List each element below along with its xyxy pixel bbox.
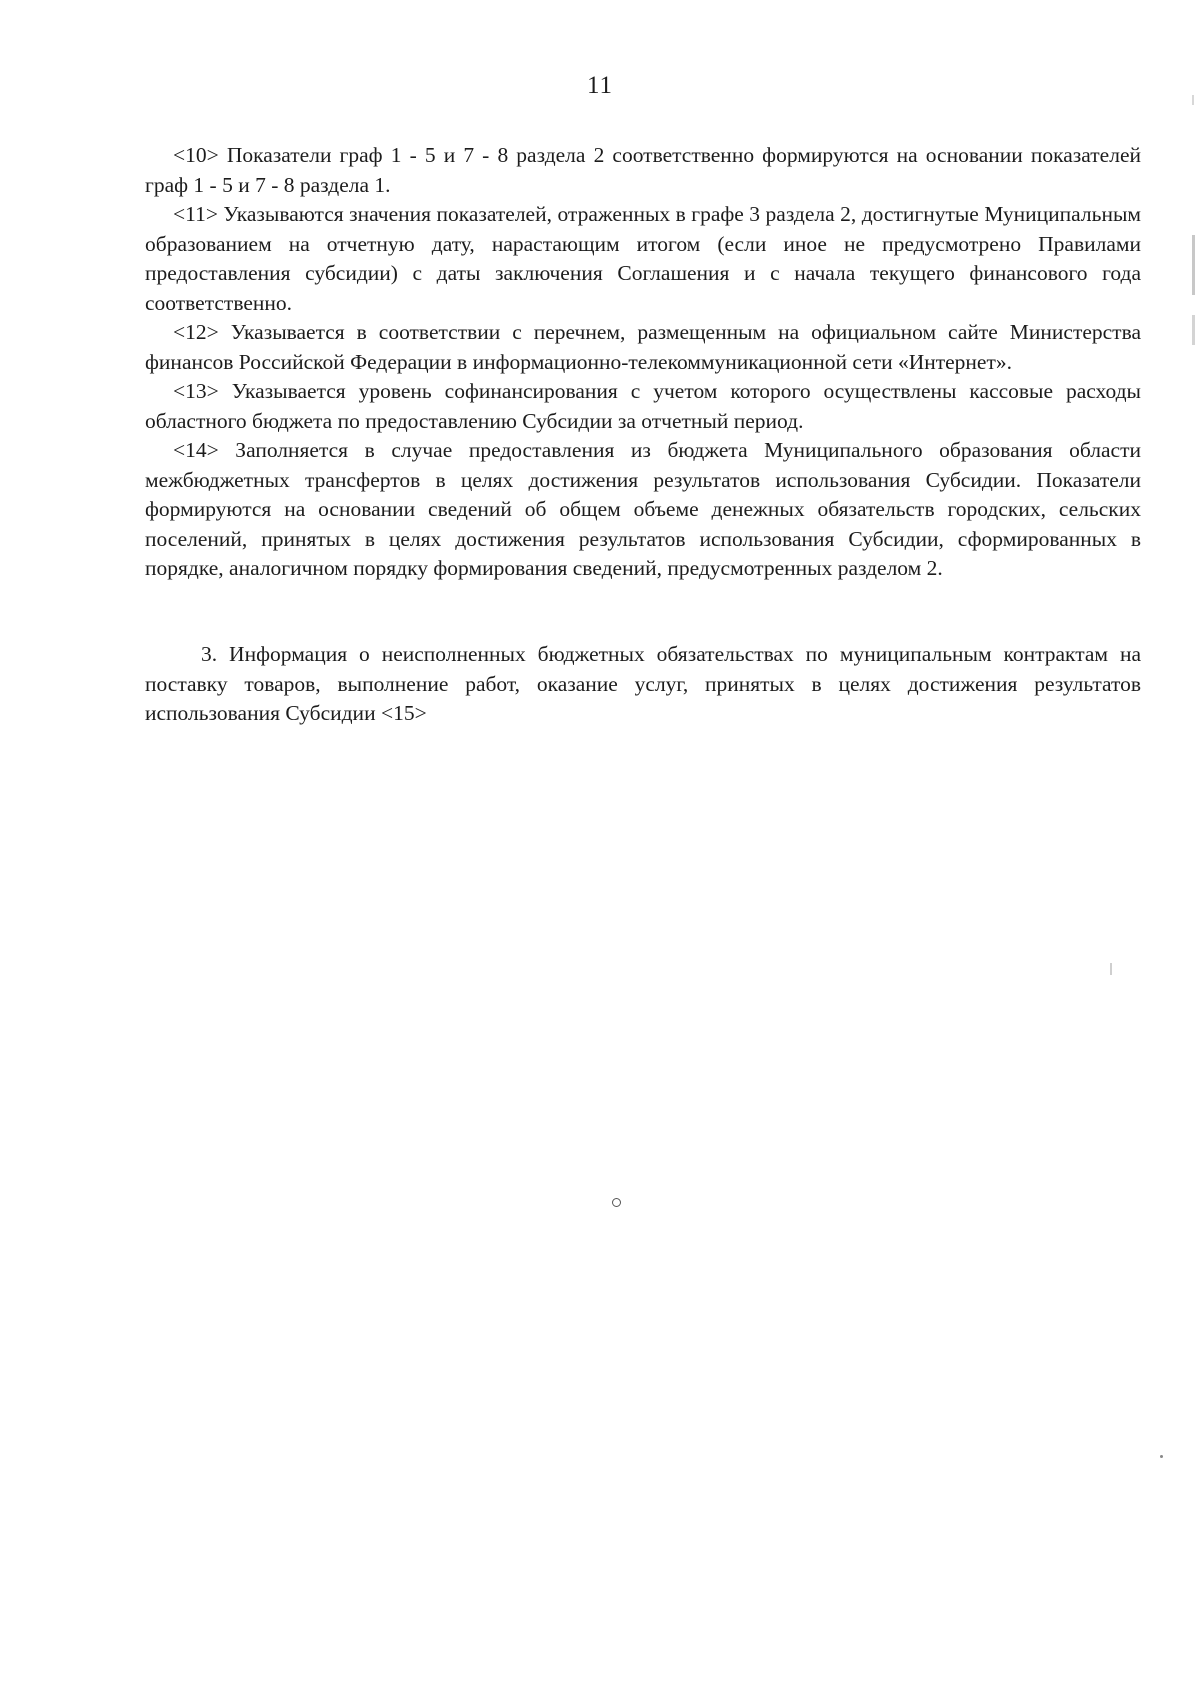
footnote-12: <12> Указывается в соответствии с перечнем, размещенным на официальном сайте Министерства финансов Российской Федерации в информационно-телекоммуникационной сети «Интернет». (145, 320, 1141, 374)
scan-artifact-edge (1192, 95, 1194, 105)
scan-artifact-edge (1192, 235, 1195, 295)
footnote-10: <10> Показатели граф 1 - 5 и 7 - 8 раздела 2 соответственно формируются на основании показателей граф 1 - 5 и 7 - 8 раздела 1. (145, 143, 1141, 197)
scan-artifact-edge (1192, 315, 1195, 345)
scan-artifact-circle (612, 1198, 621, 1207)
section-3-heading: 3. Информация о неисполненных бюджетных обязательствах по муниципальным контрактам на поставку товаров, выполнение работ, оказание услуг, принятых в целях достижения результатов использования Субсидии <15> (145, 642, 1141, 725)
footnote-13: <13> Указывается уровень софинансирования с учетом которого осуществлены кассовые расходы областного бюджета по предоставлению Субсидии за отчетный период. (145, 379, 1141, 433)
footnote-14: <14> Заполняется в случае предоставления из бюджета Муниципального образования области межбюджетных трансфертов в целях достижения результатов использования Субсидии. Показатели формируются на основании сведений об общем объеме денежных обязательств городских, сельских поселений, принятых в целях достижения результатов использования Субсидии, сформированных в порядке, аналогичном порядку формирования сведений, предусмотренных разделом 2. (145, 438, 1141, 580)
scan-artifact-edge (1110, 963, 1112, 975)
footnotes-list (145, 141, 1141, 584)
footnote-11: <11> Указываются значения показателей, отраженных в графе 3 раздела 2, достигнутые Муниципальным образованием на отчетную дату, нарастающим итогом (если иное не предусмотрено Правилами предоставления субсидии) с даты заключения Соглашения и с начала текущего финансового года соответственно. (145, 202, 1141, 315)
scan-artifact-dot (1160, 1455, 1163, 1458)
page-number: 11 (586, 72, 614, 99)
